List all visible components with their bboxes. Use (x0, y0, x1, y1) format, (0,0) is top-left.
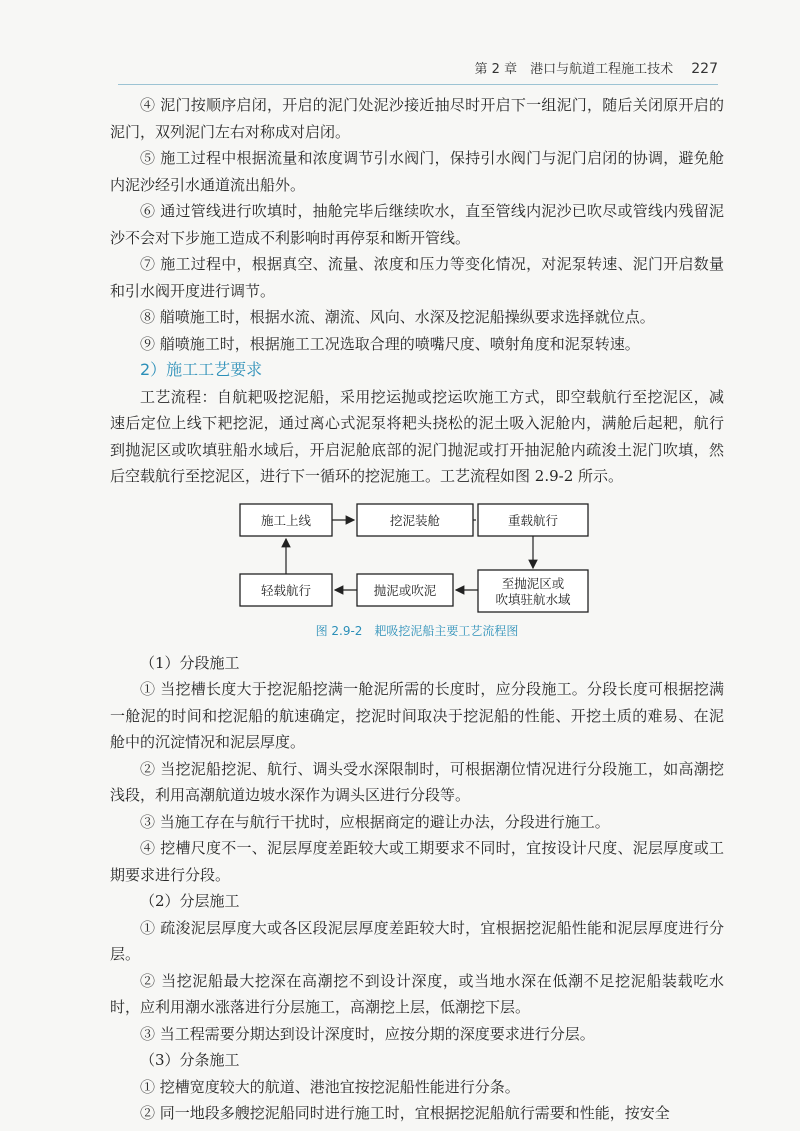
flow-label-start-line: 施工上线 (260, 512, 312, 528)
subheading: （3）分条施工 (140, 1051, 240, 1069)
paragraph: ① 当挖槽长度大于挖泥船挖满一舱泥所需的长度时，应分段施工。分段长度可根据挖满一舱泥的时间和挖泥船的航速确定，挖泥时间取决于挖泥船的性能、开挖土质的难易、在泥舱中的沉淀情况和泥层厚度。 (110, 680, 724, 751)
flow-diagram-svg (110, 496, 724, 618)
page-body (110, 92, 724, 1127)
paragraph: ⑨ 艏喷施工时，根据施工工况选取合理的喷嘴尺度、喷射角度和泥泵转速。 (140, 334, 640, 353)
section-title: 2）施工工艺要求 (140, 360, 263, 379)
paragraph: ② 当挖泥船挖泥、航行、调头受水深限制时，可根据潮位情况进行分段施工，如高潮挖浅段，利用高潮航道边坡水深作为调头区进行分段等。 (110, 759, 724, 804)
paragraph: ⑧ 艏喷施工时，根据水流、潮流、风向、水深及挖泥船操纵要求选择就位点。 (140, 308, 655, 326)
flow-label-dredge-load: 挖泥装舱 (389, 512, 441, 528)
paragraph: ① 挖槽宽度较大的航道、港池宜按挖泥船性能进行分条。 (140, 1077, 520, 1096)
paragraph: ⑤ 施工过程中根据流量和浓度调节引水阀门，保持引水阀门与泥门启闭的协调，避免舱内泥沙经引水通道流出船外。 (110, 149, 724, 194)
flow-label-dump-or-pump: 抛泥或吹泥 (373, 582, 437, 598)
process-paragraph: 工艺流程：自航耙吸挖泥船，采用挖运抛或挖运吹施工方式，即空载航行至挖泥区，减速后定位上线下耙挖泥，通过离心式泥泵将耙头挠松的泥土吸入泥舱内，满舱后起耙，航行到抛泥区或吹填驻船水域后，开启泥舱底部的泥门抛泥或打开抽泥舱内疏浚土泥门吹填，然后空载航行至挖泥区，进行下一循环的挖泥施工。工艺流程如图 2.9-2 所示。 (110, 387, 724, 485)
paragraph: ④ 挖槽尺度不一、泥层厚度差距较大或工期要求不同时，宜按设计尺度、泥层厚度或工期要求进行分段。 (110, 839, 724, 884)
subheading: （1）分段施工 (140, 653, 240, 672)
flow-label-dump-area-2: 吹填驻航水域 (495, 591, 571, 607)
paragraph: ③ 当工程需要分期达到设计深度时，应按分期的深度要求进行分层。 (140, 1024, 595, 1043)
paragraph: ⑥ 通过管线进行吹填时，抽舱完毕后继续吹水，直至管线内泥沙已吹尽或管线内残留泥沙不会对下步施工造成不利影响时再停泵和断开管线。 (110, 202, 724, 247)
paragraph: ④ 泥门按顺序启闭，开启的泥门处泥沙接近抽尽时开启下一组泥门，随后关闭原开启的泥门，双列泥门左右对称成对启闭。 (110, 96, 724, 141)
page-header (118, 58, 718, 85)
flow-label-light-sail: 轻载航行 (260, 582, 312, 598)
page-number: 227 (691, 61, 718, 77)
subheading: （2）分层施工 (140, 892, 240, 910)
flow-label-loaded-sail: 重载航行 (507, 512, 559, 528)
paragraph: ③ 当施工存在与航行干扰时，应根据商定的避让办法，分段进行施工。 (140, 812, 610, 831)
chapter-label: 第 2 章 港口与航道工程施工技术 (474, 62, 674, 77)
paragraph: ① 疏浚泥层厚度大或各区段泥层厚度差距较大时，宜根据挖泥船性能和泥层厚度进行分层。 (110, 918, 724, 963)
paragraph: ② 同一地段多艘挖泥船同时进行施工时，宜根据挖泥船航行需要和性能，按安全 (140, 1104, 670, 1122)
flow-label-dump-area-1: 至抛泥区或 (501, 575, 565, 591)
process-flow-diagram (110, 496, 724, 650)
paragraph: ⑦ 施工过程中，根据真空、流量、浓度和压力等变化情况，对泥泵转速、泥门开启数量和引水阀开度进行调节。 (110, 255, 724, 300)
figure-caption: 图 2.9-2 耙吸挖泥船主要工艺流程图 (315, 623, 519, 638)
paragraph: ② 当挖泥船最大挖深在高潮挖不到设计深度，或当地水深在低潮不足挖泥船装载吃水时，应利用潮水涨落进行分层施工，高潮挖上层，低潮挖下层。 (110, 971, 724, 1016)
